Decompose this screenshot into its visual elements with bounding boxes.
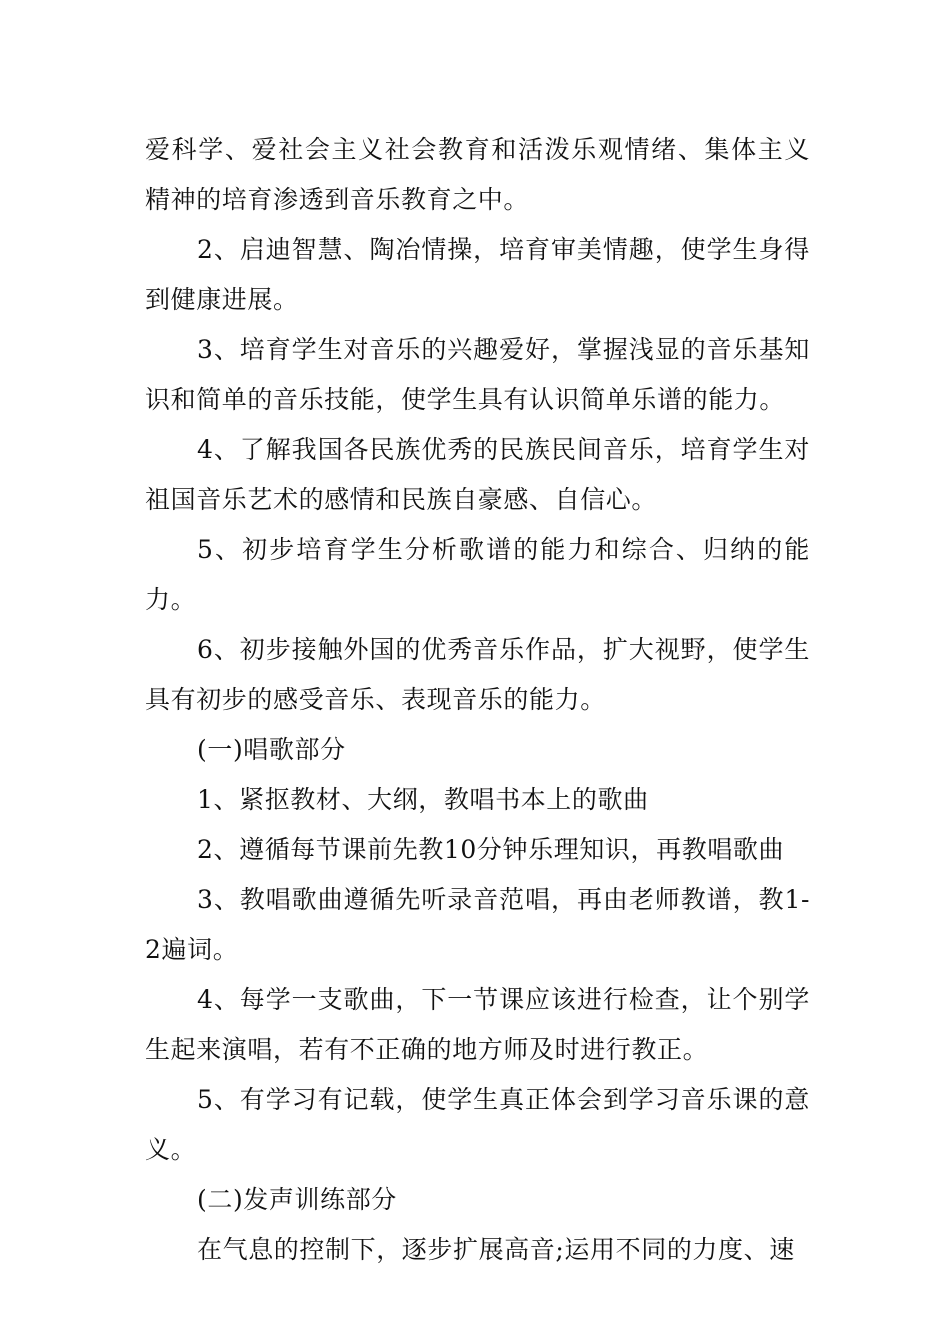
- body-text: [145, 125, 810, 1275]
- section-heading-singing: (一)唱歌部分: [197, 735, 346, 764]
- paragraph-6: 6、初步接触外国的优秀音乐作品，扩大视野，使学生具有初步的感受音乐、表现音乐的能力。: [145, 635, 810, 714]
- paragraph-10: 3、教唱歌曲遵循先听录音范唱，再由老师教谱，教1-2遍词。: [145, 885, 810, 964]
- paragraph-12: 5、有学习有记载，使学生真正体会到学习音乐课的意义。: [145, 1085, 810, 1164]
- paragraph-8: 1、紧抠教材、大纲，教唱书本上的歌曲: [197, 785, 649, 814]
- paragraph-3: 3、培育学生对音乐的兴趣爱好，掌握浅显的音乐基知识和简单的音乐技能，使学生具有认识简单乐谱的能力。: [145, 335, 810, 414]
- paragraph-9: 2、遵循每节课前先教10分钟乐理知识，再教唱歌曲: [197, 835, 785, 864]
- paragraph-1: 爱科学、爱社会主义社会教育和活泼乐观情绪、集体主义精神的培育渗透到音乐教育之中。: [145, 135, 810, 214]
- paragraph-5: 5、初步培育学生分析歌谱的能力和综合、归纳的能力。: [145, 535, 810, 614]
- paragraph-11: 4、每学一支歌曲，下一节课应该进行检查，让个别学生起来演唱，若有不正确的地方师及时进行教正。: [145, 985, 810, 1064]
- paragraph-14: 在气息的控制下，逐步扩展高音;运用不同的力度、速: [197, 1235, 795, 1264]
- section-heading-vocal-training: (二)发声训练部分: [197, 1185, 397, 1214]
- paragraph-4: 4、了解我国各民族优秀的民族民间音乐，培育学生对祖国音乐艺术的感情和民族自豪感、自信心。: [145, 435, 810, 514]
- paragraph-2: 2、启迪智慧、陶冶情操，培育审美情趣，使学生身得到健康进展。: [145, 235, 810, 314]
